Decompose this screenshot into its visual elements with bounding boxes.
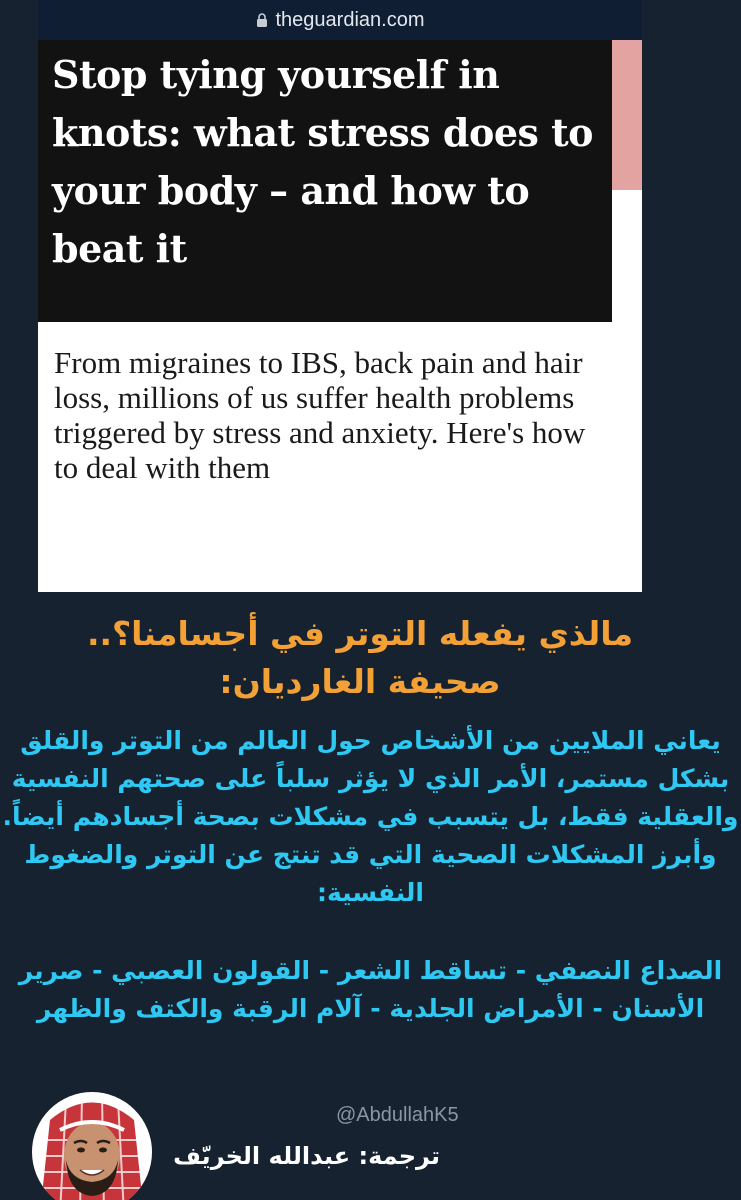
translator-credit: ترجمة: عبدالله الخريّف: [173, 1142, 440, 1170]
article-standfirst: From migraines to IBS, back pain and hair loss, millions of us suffer health problems triggered by stress and anxiety. Here's how to deal with them: [54, 345, 586, 485]
article-headline: Stop tying yourself in knots: what stress does to your body – and how to beat it: [52, 52, 594, 271]
article-screenshot: [38, 40, 642, 592]
arabic-body-text: يعاني الملايين من الأشخاص حول العالم من التوتر والقلق بشكل مستمر، الأمر الذي لا يؤثر سلباً على صحتهم النفسية والعقلية فقط، بل يتسبب في مشكلات بصحة أجسادهم أيضاً. وأبرز المشكلات الصحية التي قد تنتج عن التوتر والضغوط النفسية:: [2, 726, 739, 907]
twitter-handle: @AbdullahK5: [336, 1104, 459, 1126]
arabic-title-line-1: مالذي يفعله التوتر في أجسامنا؟..: [86, 614, 634, 653]
url-text: theguardian.com: [275, 8, 425, 31]
browser-url-bar[interactable]: [38, 0, 642, 40]
arabic-title-line-2: صحيفة الغارديان:: [219, 662, 501, 701]
article-image-strip: [612, 40, 642, 190]
avatar: [30, 1090, 154, 1200]
arabic-title: [20, 610, 700, 706]
headline-box: [38, 40, 612, 322]
lock-icon: [256, 13, 268, 28]
arabic-conditions-list: الصداع النصفي - تساقط الشعر - القولون العصبي - صرير الأسنان - الأمراض الجلدية - آلام الرقبة والكتف والظهر: [18, 956, 723, 1023]
